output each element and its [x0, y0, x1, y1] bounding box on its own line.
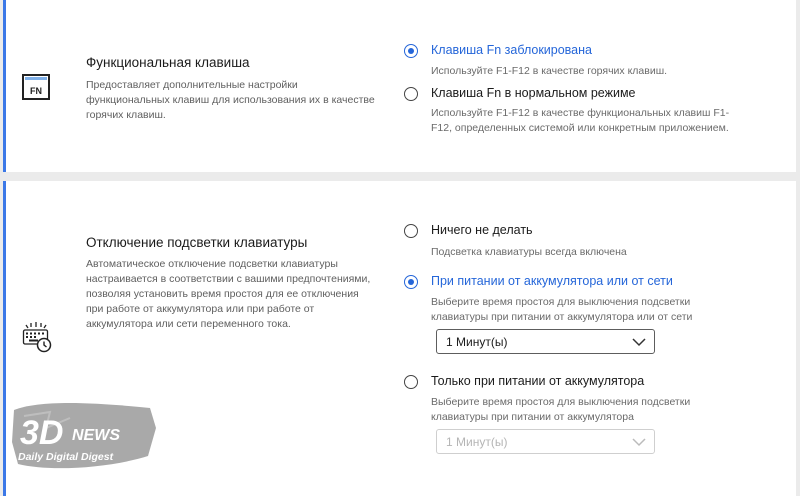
backlight-battery-or-ac-dropdown[interactable]: [436, 329, 655, 354]
backlight-battery-only-hint: Выберите время простоя для выключения подсветки клавиатуры при питании от аккумулятора: [431, 396, 691, 423]
fn-key-card: [3, 0, 796, 172]
fn-locked-radio[interactable]: [404, 44, 418, 58]
chevron-down-icon: [632, 336, 646, 350]
fn-locked-hint: Используйте F1-F12 в качестве горячих клавиш.: [431, 65, 668, 77]
backlight-battery-or-ac-label[interactable]: При питании от аккумулятора или от сети: [431, 274, 673, 288]
fn-normal-radio[interactable]: [404, 87, 418, 101]
backlight-never-radio[interactable]: [404, 224, 418, 238]
chevron-down-icon: [632, 436, 646, 450]
backlight-battery-or-ac-radio[interactable]: [404, 275, 418, 289]
backlight-battery-or-ac-dropdown-value: 1 Минут(ы): [446, 335, 508, 349]
fn-key-icon: [22, 74, 50, 100]
fn-normal-hint: Используйте F1-F12 в качестве функциональных клавиш F1-F12, определенных системой или конкретным приложением.: [431, 107, 730, 134]
svg-text:Daily Digital Digest: Daily Digital Digest: [18, 451, 114, 463]
svg-text:FN: FN: [30, 86, 42, 96]
backlight-battery-only-dropdown-value: 1 Минут(ы): [446, 435, 508, 449]
svg-text:NEWS: NEWS: [72, 427, 120, 444]
fn-setting-title: Функциональная клавиша: [86, 55, 250, 70]
backlight-setting-title: Отключение подсветки клавиатуры: [86, 235, 308, 250]
3dnews-watermark-logo: [10, 398, 160, 478]
backlight-setting-description: Автоматическое отключение подсветки клавиатуры настраивается в соответствии с вашими предпочтениями, позволяя установить время простоя для ее отключения при работе от аккумулятора или при работе от аккумулятора или сети переменного тока.: [86, 258, 371, 330]
fn-setting-description: Предоставляет дополнительные настройки функциональных клавиш для использования их в качестве горячих клавиш.: [86, 79, 375, 121]
fn-normal-label[interactable]: Клавиша Fn в нормальном режиме: [431, 86, 636, 100]
backlight-never-label[interactable]: Ничего не делать: [431, 223, 533, 237]
keyboard-timer-icon: [22, 321, 52, 353]
fn-locked-label[interactable]: Клавиша Fn заблокирована: [431, 43, 592, 57]
backlight-never-hint: Подсветка клавиатуры всегда включена: [431, 246, 627, 258]
backlight-battery-only-label[interactable]: Только при питании от аккумулятора: [431, 374, 645, 388]
svg-text:3D: 3D: [20, 414, 64, 452]
backlight-battery-only-radio[interactable]: [404, 375, 418, 389]
backlight-battery-or-ac-hint: Выберите время простоя для выключения подсветки клавиатуры при питании от аккумулятора или от сети: [431, 296, 693, 323]
backlight-battery-only-dropdown: [436, 429, 655, 454]
